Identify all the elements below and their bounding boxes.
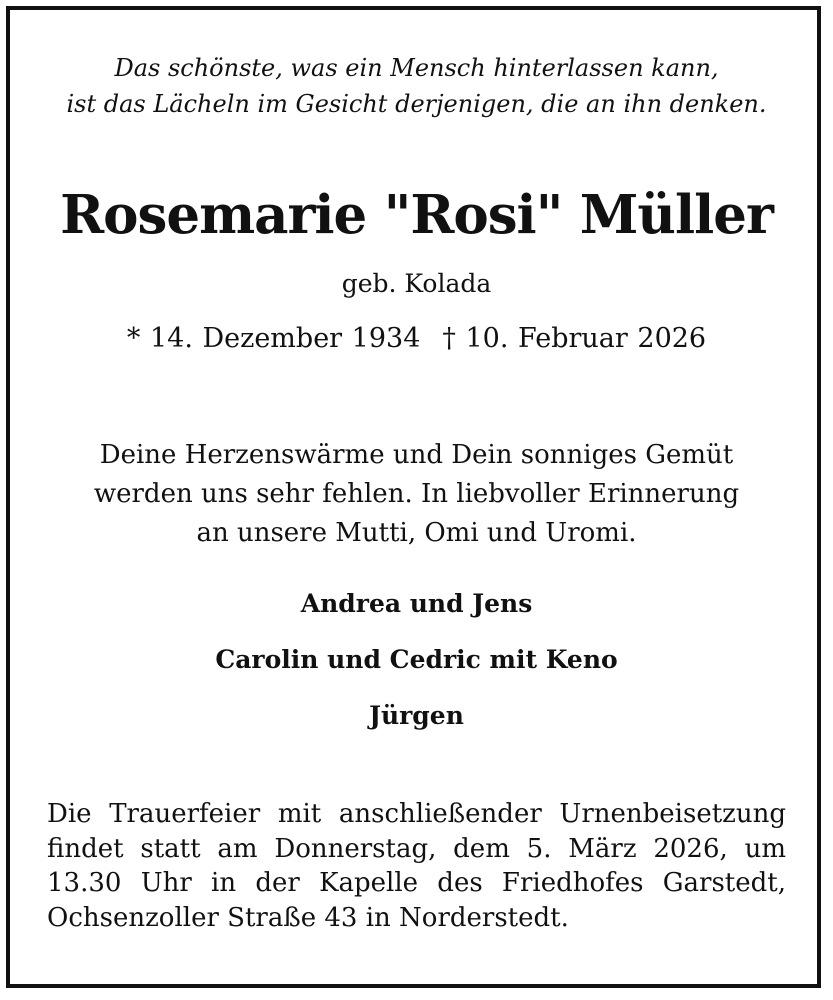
quote-line-2: ist das Lächeln im Gesicht derjenigen, die an ihn denken. <box>66 90 767 118</box>
quote-line-1: Das schönste, was ein Mensch hinterlassen kann, <box>114 54 719 82</box>
service-line-2: findet statt am Donnerstag, dem 5. März 2026, um <box>47 833 786 864</box>
death-date: † 10. Februar 2026 <box>442 323 707 354</box>
life-dates <box>0 322 833 356</box>
deceased-name: Rosemarie "Rosi" Müller <box>60 184 773 246</box>
mourner-3: Jürgen <box>369 701 464 730</box>
service-line-4: Ochsenzoller Straße 43 in Norderstedt. <box>47 902 569 933</box>
tribute-line-1: Deine Herzenswärme und Dein sonniges Gemüt <box>99 440 734 470</box>
service-line-3: 13.30 Uhr in der Kapelle des Friedhofes Garstedt, <box>47 868 786 898</box>
service-line-1: Die Trauerfeier mit anschließender Urnenbeisetzung <box>47 799 786 829</box>
tribute-line-2: werden uns sehr fehlen. In liebvoller Erinnerung <box>93 479 740 509</box>
mourner-2: Carolin und Cedric mit Keno <box>215 645 618 674</box>
birth-date: * 14. Dezember 1934 <box>126 323 421 354</box>
maiden-name: geb. Kolada <box>341 269 492 298</box>
mourner-1: Andrea und Jens <box>300 589 533 618</box>
tribute-line-3: an unsere Mutti, Omi und Uromi. <box>196 518 637 548</box>
service-announcement <box>47 797 786 935</box>
